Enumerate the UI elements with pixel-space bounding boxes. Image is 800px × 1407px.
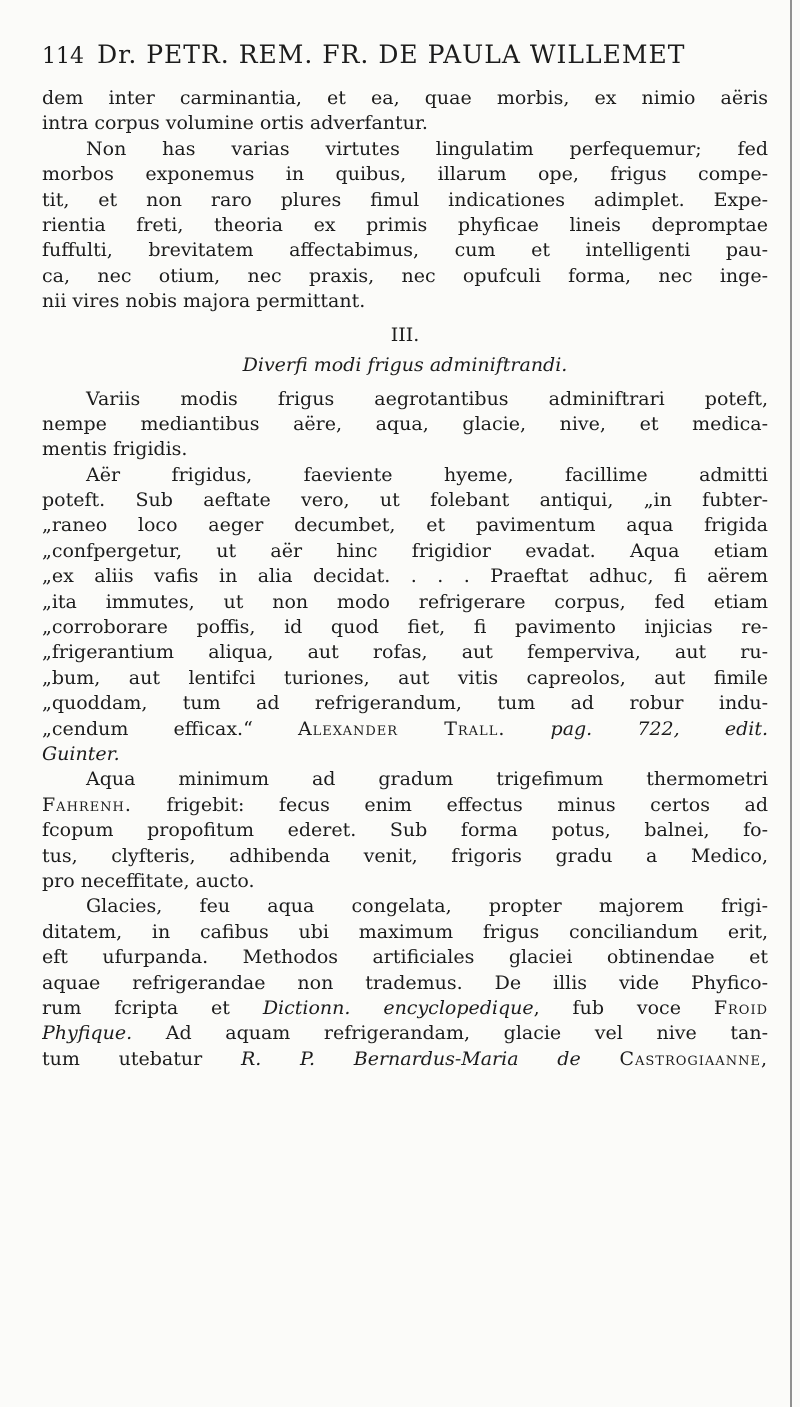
- text-line: [42, 1047, 768, 1072]
- text-line: „ita immutes, ut non modo refrigerare corpus, fed etiam: [42, 590, 768, 613]
- text-line: ca, nec otium, nec praxis, nec opufculi forma, nec inge-: [42, 264, 768, 287]
- entry-name: Froid: [713, 996, 768, 1019]
- text-line: „ex aliis vafis in alia decidat. . . . Praeftat adhuc, fi aërem: [42, 565, 768, 588]
- text-line: dem inter carminantia, et ea, quae morbis, ex nimio aëris: [42, 87, 768, 109]
- text-line: rientia freti, theoria ex primis phyficae lineis depromptae: [42, 213, 768, 236]
- text-line: [42, 1021, 768, 1046]
- text-line: [42, 793, 768, 818]
- text-line: „corroborare poffis, id quod fiet, fi pavimento injicias re-: [42, 616, 768, 639]
- text-line: morbos exponemus in quibus, illarum ope, frigus compe-: [42, 163, 768, 186]
- author-name: Castrogiaanne,: [619, 1047, 768, 1070]
- text-line: eft ufurpanda. Methodos artificiales glaciei obtinendae et: [42, 946, 768, 969]
- body-text: [42, 86, 768, 1072]
- text-line: aquae refrigerandae non trademus. De illis vide Phyfico-: [42, 971, 768, 994]
- text-line: Non has varias virtutes lingulatim perfequemur; fed: [86, 137, 768, 160]
- text-span: Ad aquam refrigerandam, glacie vel nive tan-: [132, 1022, 768, 1045]
- text-line: „raneo loco aeger decumbet, et pavimentum aqua frigida: [42, 514, 768, 537]
- text-line: „quoddam, tum ad refrigerandum, tum ad robur indu-: [42, 692, 768, 715]
- author-name: R. P. Bernardus-Maria: [240, 1047, 519, 1070]
- running-head: Dr. PETR. REM. FR. DE PAULA WILLEMET: [97, 40, 686, 69]
- text-line: Variis modis frigus aegrotantibus adminiftrari poteft,: [86, 387, 768, 410]
- text-line: Aqua minimum ad gradum trigefimum thermometri: [86, 768, 768, 791]
- text-line: pro neceffitate, aucto.: [42, 869, 255, 892]
- page-edge-line: [790, 0, 792, 1407]
- text-span: frigebit: fecus enim effectus minus certos ad: [131, 793, 768, 816]
- text-line: poteft. Sub aeftate vero, ut folebant antiqui, „in fubter-: [42, 489, 768, 512]
- text-span: , fub voce: [533, 996, 714, 1019]
- citation-ref: pag. 722, edit.: [505, 717, 768, 740]
- page-header: [42, 40, 762, 88]
- text-line: mentis frigidis.: [42, 438, 188, 461]
- page-number: 114: [42, 44, 84, 69]
- text-line: „confpergetur, ut aër hinc frigidior evadat. Aqua etiam: [42, 539, 768, 562]
- text-line: „frigerantium aliqua, aut rofas, aut femperviva, aut ru-: [42, 641, 768, 664]
- text-line: fuffulti, brevitatem affectabimus, cum et intelligenti pau-: [42, 239, 768, 262]
- text-line: Glacies, feu aqua congelata, propter majorem frigi-: [86, 895, 768, 918]
- text-line: [42, 717, 768, 742]
- quote-end: „cendum efficax.“: [42, 717, 298, 740]
- text-span: de: [518, 1047, 620, 1070]
- work-title: Phyfique.: [42, 1022, 133, 1045]
- text-line: fcopum propofitum ederet. Sub forma potus, balnei, fo-: [42, 819, 768, 842]
- work-title: Dictionn. encyclopedique: [262, 996, 534, 1019]
- text-line: Aër frigidus, faeviente hyeme, facillime admitti: [86, 463, 768, 486]
- section-title: Diverfi modi frigus adminiftrandi.: [242, 353, 568, 376]
- author-name: Alexander Trall.: [297, 717, 506, 740]
- text-line: nempe mediantibus aëre, aqua, glacie, nive, et medica-: [42, 412, 768, 435]
- scale-name: Fahrenh.: [42, 793, 132, 816]
- text-line: tus, clyfteris, adhibenda venit, frigoris gradu a Medico,: [42, 844, 768, 867]
- text-line: ditatem, in cafibus ubi maximum frigus conciliandum erit,: [42, 920, 768, 943]
- text-span: rum fcripta et: [42, 996, 263, 1019]
- text-line: intra corpus volumine ortis adverfantur.: [42, 112, 428, 135]
- text-line: tit, et non raro plures fimul indicationes adimplet. Expe-: [42, 188, 768, 211]
- text-line: „bum, aut lentifci turiones, aut vitis capreolos, aut fimile: [42, 666, 768, 689]
- text-span: tum utebatur: [42, 1047, 241, 1070]
- section-number: III.: [390, 323, 420, 346]
- text-line: nii vires nobis majora permittant.: [42, 290, 366, 313]
- text-line: [42, 996, 768, 1021]
- citation-editor: Guinter.: [42, 742, 120, 765]
